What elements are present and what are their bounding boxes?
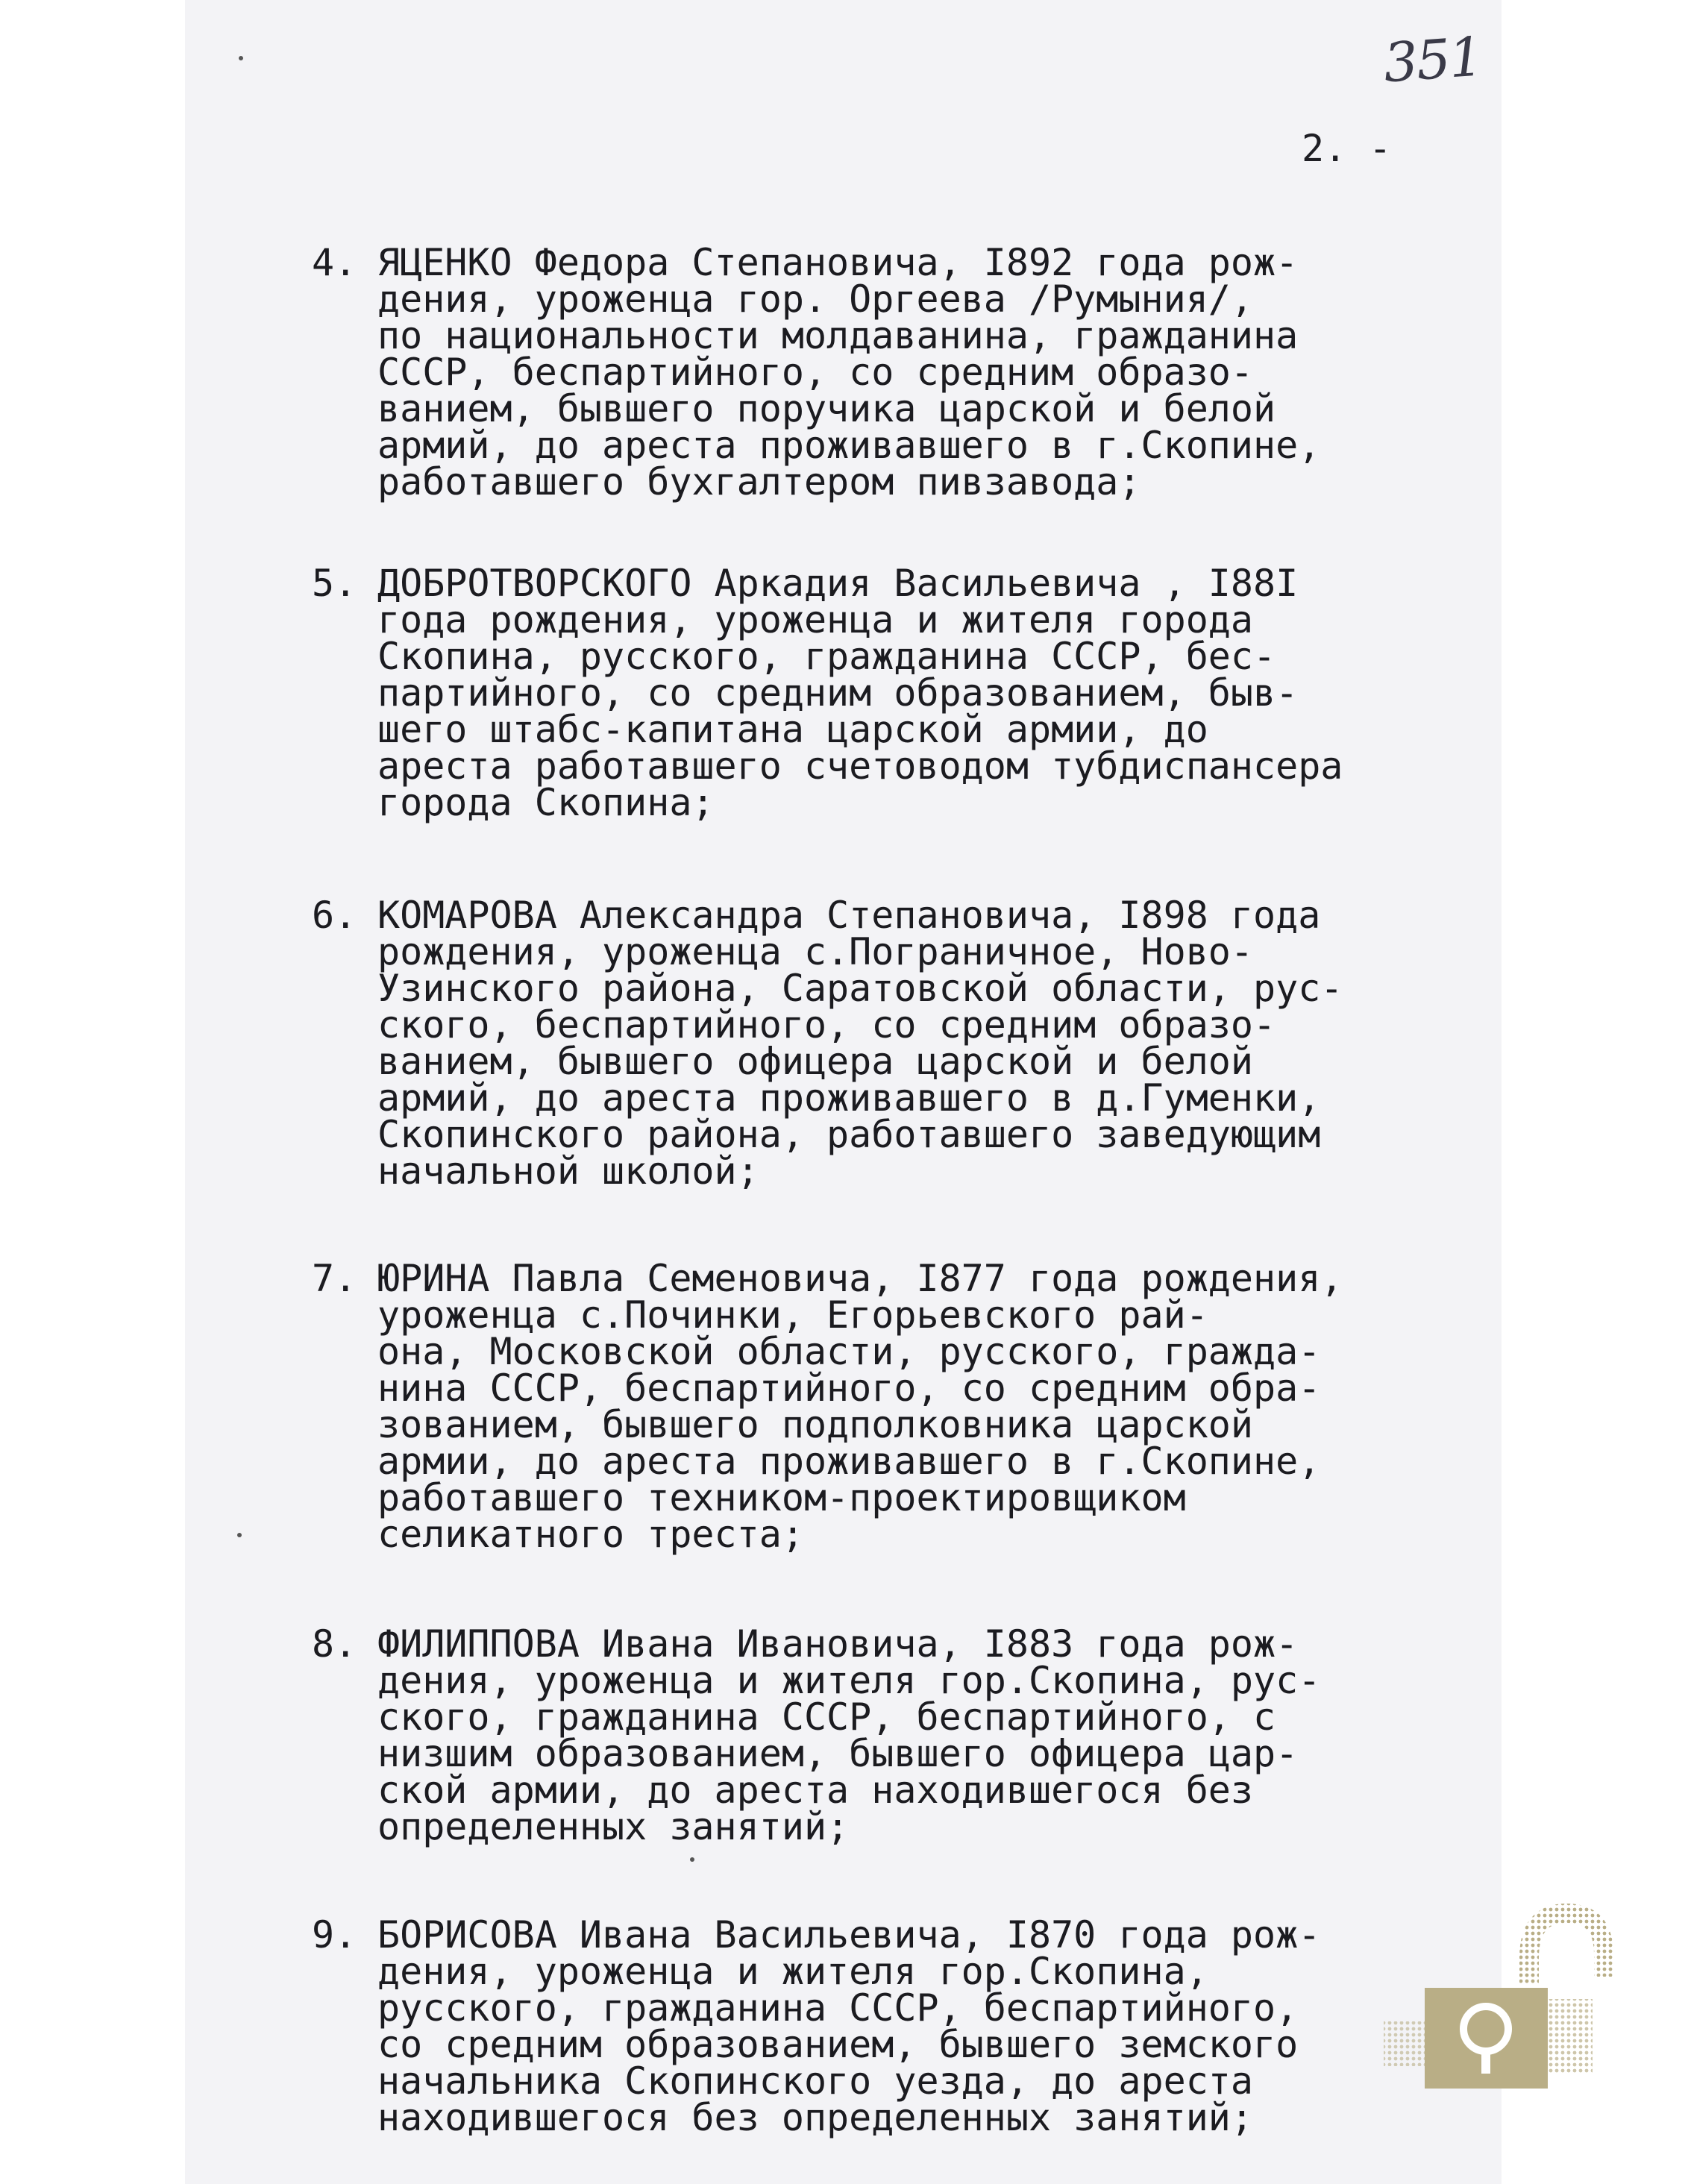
entry-first-line — [312, 894, 1343, 937]
entry-line: ФИЛИППОВА Ивана Ивановича, I883 года рож- — [377, 1622, 1299, 1666]
entry-first-line — [312, 241, 1320, 284]
entry-line: ЮРИНА Павла Семеновича, I877 года рождения, — [377, 1257, 1343, 1300]
list-item — [312, 1913, 1321, 2139]
entry-line: ареста работавшего счетоводом тубдиспансера — [377, 744, 1343, 788]
entry-line: ванием, бывшего поручика царской и белой — [377, 387, 1276, 430]
entry-line: КОМАРОВА Александра Степановича, I898 года — [377, 894, 1321, 937]
entry-line: армии, до ареста проживавшего в г.Скопине, — [377, 1440, 1321, 1483]
entry-first-line — [312, 1622, 1320, 1666]
entry-line: ского, беспартийного, со средним образо- — [377, 1003, 1276, 1046]
entry-line: ского, гражданина СССР, беспартийного, с — [377, 1695, 1276, 1739]
list-item — [312, 1622, 1321, 1848]
scan-speck — [237, 1533, 242, 1537]
list-item — [312, 894, 1343, 1193]
entry-line: дения, уроженца гор. Оргеева /Румыния/, — [377, 277, 1253, 321]
entry-line: по национальности молдаванина, гражданина — [377, 314, 1299, 357]
scan-speck — [690, 1857, 694, 1862]
entry-line: начальной школой; — [377, 1149, 759, 1193]
entry-first-line — [312, 1257, 1343, 1300]
entry-line: рождения, уроженца с.Пограничное, Ново- — [377, 930, 1253, 973]
entry-line: со средним образованием, бывшего земского — [377, 2023, 1299, 2066]
entry-line: уроженца с.Починки, Егорьевского рай- — [377, 1293, 1208, 1337]
entry-line: Узинского района, Саратовской области, рус- — [377, 967, 1343, 1010]
entry-line: Скопина, русского, гражданина СССР, бес- — [377, 635, 1276, 678]
entry-line: низшим образованием, бывшего офицера цар- — [377, 1732, 1299, 1775]
entry-line: Скопинского района, работавшего заведующим — [377, 1113, 1321, 1156]
entry-line: работавшего техником-проектировщиком — [377, 1476, 1186, 1519]
entry-line: ской армии, до ареста находившегося без — [377, 1769, 1253, 1812]
page-number: 2. - — [1302, 127, 1392, 170]
entry-line: зованием, бывшего подполковника царской — [377, 1403, 1253, 1446]
entry-line: БОРИСОВА Ивана Васильевича, I870 года рож- — [377, 1913, 1321, 1957]
entry-line: года рождения, уроженца и жителя города — [377, 598, 1253, 641]
entry-line: селикатного треста; — [377, 1513, 804, 1556]
entry-line: СССР, беспартийного, со средним образо- — [377, 351, 1253, 394]
entry-line: нина СССР, беспартийного, со средним обра- — [377, 1366, 1321, 1410]
entry-line: она, Московской области, русского, гражда- — [377, 1330, 1321, 1373]
entry-line: начальника Скопинского уезда, до ареста — [377, 2059, 1253, 2103]
entry-number: 5. — [312, 562, 357, 605]
entry-number: 6. — [312, 894, 357, 937]
entry-number: 9. — [312, 1913, 357, 1957]
entry-line: дения, уроженца и жителя гор.Скопина, — [377, 1950, 1208, 1993]
entry-line: ДОБРОТВОРСКОГО Аркадия Васильевича , I88I — [377, 562, 1299, 605]
entry-line: ванием, бывшего офицера царской и белой — [377, 1040, 1253, 1083]
entry-line: армий, до ареста проживавшего в г.Скопине, — [377, 424, 1321, 467]
entry-line: определенных занятий; — [377, 1805, 850, 1848]
entry-line: ЯЦЕНКО Федора Степановича, I892 года рож- — [377, 241, 1299, 284]
entry-line: партийного, со средним образованием, быв- — [377, 671, 1299, 715]
scan-speck — [239, 56, 243, 60]
open-padlock-logo-icon — [1369, 1895, 1652, 2089]
entry-line: армий, до ареста проживавшего в д.Гуменки, — [377, 1076, 1321, 1120]
entry-line: города Скопина; — [377, 781, 715, 824]
list-item — [312, 1257, 1343, 1556]
entry-number: 7. — [312, 1257, 357, 1300]
entry-line: работавшего бухгалтером пивзавода; — [377, 460, 1141, 503]
archive-folio-number: 351 — [1381, 25, 1484, 95]
list-item — [312, 562, 1343, 824]
entry-first-line — [312, 562, 1343, 605]
entry-first-line — [312, 1913, 1321, 1957]
entry-number: 4. — [312, 241, 357, 284]
entry-line: дения, уроженца и жителя гор.Скопина, рус- — [377, 1659, 1321, 1702]
entry-number: 8. — [312, 1622, 357, 1666]
entry-line: находившегося без определенных занятий; — [377, 2096, 1253, 2139]
list-item — [312, 241, 1321, 503]
entry-line: русского, гражданина СССР, беспартийного, — [377, 1986, 1299, 2030]
entry-line: шего штабс-капитана царской армии, до — [377, 708, 1208, 751]
